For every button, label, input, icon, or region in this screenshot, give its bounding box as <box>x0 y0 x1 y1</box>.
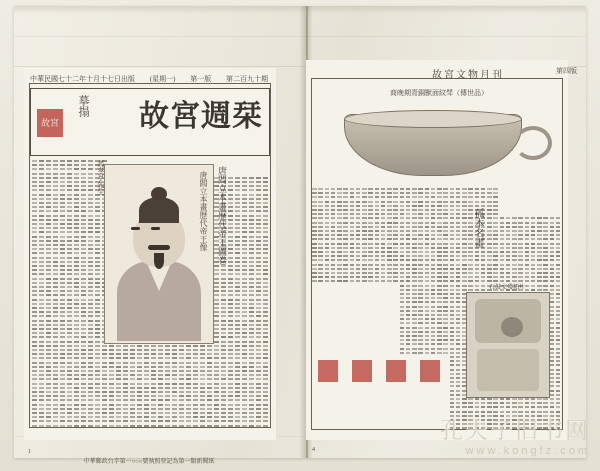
text-column <box>325 188 330 434</box>
left-article-heading: 唐閻立本畫歷代帝王圖卷 <box>217 166 227 265</box>
text-column <box>88 160 94 432</box>
text-column <box>412 188 417 434</box>
text-column <box>450 188 455 434</box>
text-column <box>431 188 436 434</box>
text-column <box>381 188 386 434</box>
text-column <box>393 188 398 434</box>
right-page-number: 4 <box>312 447 315 453</box>
vessel-rim <box>344 110 522 128</box>
watermark <box>440 412 590 457</box>
right-subhead: 孤本名畫 <box>472 208 483 248</box>
text-column <box>443 188 448 434</box>
portrait-moustache <box>148 245 170 250</box>
text-column <box>312 188 317 434</box>
issue-number: 第二百九十期 <box>225 75 268 83</box>
rubbing-hollow <box>501 317 523 337</box>
text-column <box>263 160 269 432</box>
text-column <box>375 188 380 434</box>
text-column <box>39 160 45 432</box>
issue-weekday: (星期一) <box>149 75 176 83</box>
text-column <box>32 160 38 432</box>
rubbing-upper-stone <box>475 299 541 343</box>
text-column <box>350 188 355 434</box>
text-column <box>53 160 59 432</box>
masthead-seal-icon: 故宮 <box>37 109 63 137</box>
text-column <box>318 188 323 434</box>
text-column <box>235 160 241 432</box>
text-column <box>418 188 423 434</box>
watermark-cn: 孔夫子旧书网 <box>440 418 590 443</box>
portrait-caption: 唐閻立本畫歷代帝王像 <box>199 171 208 251</box>
red-seal-4-icon <box>420 360 440 382</box>
text-column <box>67 160 73 432</box>
watermark-en: www.kongfz.com <box>465 445 590 457</box>
text-column <box>256 160 262 432</box>
text-column <box>331 188 336 434</box>
text-column <box>60 160 66 432</box>
bowl-photo-caption: 商晚期青銅獸面紋斝（傳世品） <box>390 89 488 97</box>
left-page-footer: 中華郵政台字第一○○○號執照登記為第一類新聞紙 <box>83 459 215 465</box>
text-column <box>95 160 101 432</box>
right-page-header-title: 故宮文物月刊 <box>432 70 504 81</box>
red-seal-2-icon <box>352 360 372 382</box>
portrait-eye-left <box>131 227 140 230</box>
rubbing-photo <box>466 292 550 398</box>
text-column <box>343 188 348 434</box>
text-column <box>387 188 392 434</box>
red-seal-3-icon <box>386 360 406 382</box>
masthead-sub: 摹搨 <box>77 95 89 117</box>
portrait-topknot <box>151 187 167 201</box>
text-column <box>400 188 405 434</box>
text-column <box>368 188 373 434</box>
issue-section: 第一版 <box>190 75 212 83</box>
text-column <box>406 188 411 434</box>
masthead <box>30 88 270 156</box>
text-column <box>550 188 555 434</box>
portrait-article-byline: 馬孝孚先生 <box>97 160 105 195</box>
text-column <box>556 188 561 434</box>
text-column <box>356 188 361 434</box>
issue-date: 中華民國七十二年十月十七日出版 <box>30 75 135 83</box>
text-column <box>362 188 367 434</box>
portrait-beard <box>154 253 164 269</box>
text-column <box>456 188 461 434</box>
text-column <box>337 188 342 434</box>
text-column <box>74 160 80 432</box>
red-seal-1-icon <box>318 360 338 382</box>
left-page-number: 1 <box>28 449 31 455</box>
issue-line <box>30 74 268 84</box>
text-column <box>425 188 430 434</box>
text-column <box>249 160 255 432</box>
portrait-illustration <box>104 164 214 344</box>
rubbing-lower-stone <box>477 349 539 391</box>
rubbing-photo-caption: 石鼓文殘拓片 <box>488 285 525 291</box>
right-page-section: 第四版 <box>556 67 577 75</box>
text-column <box>242 160 248 432</box>
masthead-title: 故宮週栞 <box>139 100 263 133</box>
bronze-vessel-photo <box>330 98 548 184</box>
vessel-handle <box>514 126 552 160</box>
text-column <box>46 160 52 432</box>
portrait-eye-right <box>151 227 160 230</box>
text-column <box>437 188 442 434</box>
text-column <box>81 160 87 432</box>
